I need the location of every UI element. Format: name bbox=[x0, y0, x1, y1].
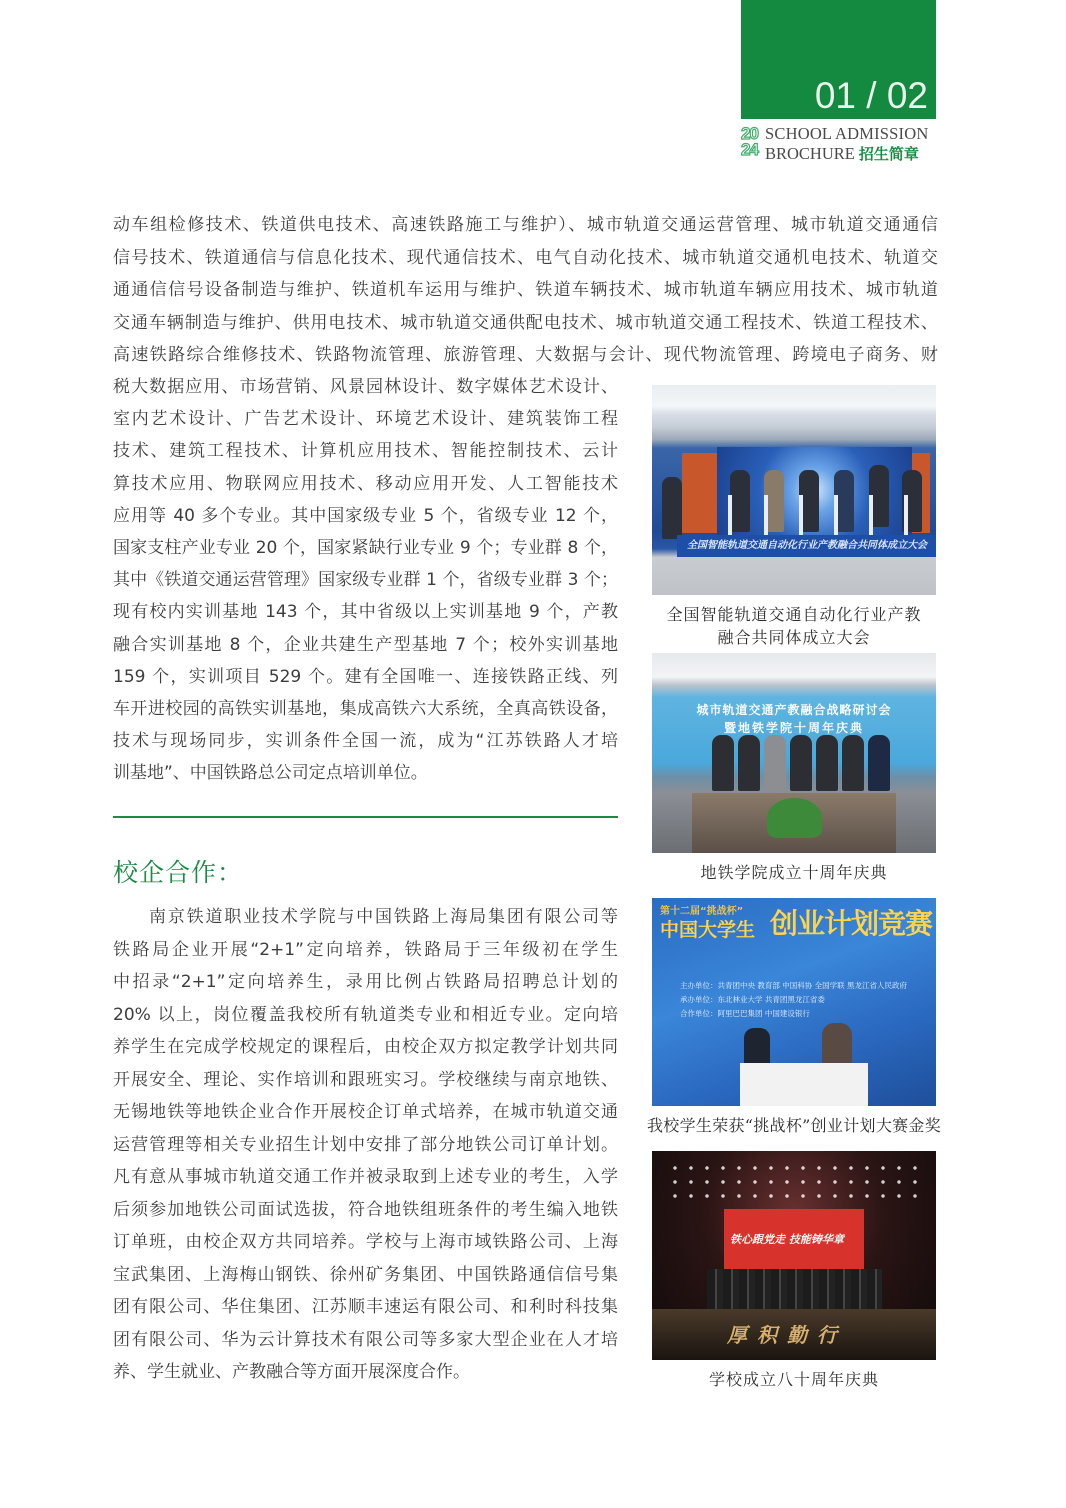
text-line: 养、学生就业、产教融合等方面开展深度合作。 bbox=[113, 1362, 470, 1382]
text-line: 交通车辆制造与维护、供用电技术、城市轨道交通供配电技术、城市轨道交通工程技术、铁道工程技术、 bbox=[113, 312, 938, 333]
photo-banner-text: 中国大学生 bbox=[660, 919, 756, 941]
photo-detail bbox=[728, 495, 732, 537]
photo-caption bbox=[645, 603, 943, 649]
page-header-block bbox=[741, 0, 936, 119]
photo-banner-text: 城市轨道交通产教融合战略研讨会 bbox=[696, 703, 892, 717]
year-bottom: 24 bbox=[741, 140, 758, 159]
photo-80th-anniversary bbox=[652, 1151, 936, 1360]
text-line: 技术与现场同步，实训条件全国一流，成为“江苏铁路人才培 bbox=[113, 731, 618, 752]
photo-detail bbox=[799, 495, 803, 537]
text-line: 现有校内实训基地 143 个，其中省级以上实训基地 9 个，产教 bbox=[113, 602, 618, 623]
text-line: 国家支柱产业专业 20 个，国家紧缺行业专业 9 个；专业群 8 个， bbox=[113, 538, 618, 559]
caption-line: 我校学生荣获“挑战杯”创业计划大赛金奖 bbox=[646, 1116, 942, 1135]
photo-challenge-cup-award bbox=[652, 898, 936, 1106]
text-line: 税大数据应用、市场营销、风景园林设计、数字媒体艺术设计、 bbox=[113, 377, 618, 397]
photo-detail bbox=[740, 1063, 868, 1106]
text-line: 凡有意从事城市轨道交通工作并被录取到上述专业的考生，入学 bbox=[113, 1167, 618, 1187]
text-line: 动车组检修技术、铁道供电技术、高速铁路施工与维护）、城市轨道交通运营管理、城市轨道交通通信 bbox=[113, 215, 938, 235]
brand-title-cn: 招生简章 bbox=[858, 145, 919, 163]
text-line: 融合实训基地 8 个，企业共建生产型基地 7 个；校外实训基地 bbox=[113, 634, 618, 655]
page-number: 01 / 02 bbox=[814, 75, 928, 116]
text-line: 其中《铁道交通运营管理》国家级专业群 1 个，省级专业群 3 个； bbox=[113, 570, 618, 591]
text-line: 中招录“2+1”定向培养生，录用比例占铁路局招聘总计划的 bbox=[113, 972, 618, 992]
text-line: 养学生在完成学校规定的课程后，由校企双方拟定教学计划共同 bbox=[113, 1037, 618, 1057]
text-line: 高速铁路综合维修技术、铁路物流管理、旅游管理、大数据与会计、现代物流管理、跨境电子商务、财 bbox=[113, 345, 938, 365]
text-line: 铁路局企业开展“2+1”定向培养，铁路局于三年级初在学生 bbox=[113, 939, 618, 960]
brochure-brand bbox=[741, 124, 941, 164]
section-divider bbox=[113, 816, 618, 818]
text-line: 训基地”、中国铁路总公司定点培训单位。 bbox=[113, 763, 428, 784]
text-line: 团有限公司、华为云计算技术有限公司等多家大型企业在人才培 bbox=[113, 1329, 618, 1350]
photo-detail bbox=[707, 1269, 882, 1309]
photo-caption bbox=[645, 861, 943, 884]
photo-detail bbox=[764, 735, 786, 791]
photo-detail bbox=[869, 495, 873, 537]
text-line: 技术、建筑工程技术、计算机应用技术、智能控制技术、云计 bbox=[113, 441, 618, 462]
text-line: 车开进校园的高铁实训基地，集成高铁六大系统，全真高铁设备， bbox=[113, 699, 618, 720]
photo-detail bbox=[712, 735, 734, 791]
photo-detail bbox=[868, 735, 890, 791]
photo-metro-college-anniversary bbox=[652, 653, 936, 853]
year-logo-icon bbox=[741, 126, 763, 162]
text-line: 运营管理等相关专业招生计划中安排了部分地铁公司订单计划。 bbox=[113, 1134, 618, 1155]
text-line: 159 个，实训项目 529 个。建有全国唯一、连接铁路正线、列 bbox=[113, 666, 618, 687]
photo-detail bbox=[834, 495, 838, 537]
photo-banner-text: 承办单位：东北林业大学 共青团黑龙江省委 bbox=[680, 995, 825, 1004]
brand-title-en: BROCHURE bbox=[765, 144, 855, 163]
text-line: 后须参加地铁公司面试选拔，符合地铁组班条件的考生编入地铁 bbox=[113, 1199, 618, 1220]
text-line: 应用等 40 多个专业。其中国家级专业 5 个，省级专业 12 个， bbox=[113, 505, 618, 526]
photo-detail bbox=[842, 735, 864, 791]
photo-detail bbox=[667, 1161, 921, 1201]
section-title-cooperation: 校企合作： bbox=[113, 858, 244, 887]
photo-banner-text: 第十二届“挑战杯” bbox=[660, 906, 744, 917]
text-line: 20% 以上，岗位覆盖我校所有轨道类专业和相近专业。定向培 bbox=[113, 1004, 618, 1025]
photo-banner-text: 铁心跟党走 技能铸华章 bbox=[730, 1233, 844, 1246]
photo-detail bbox=[764, 495, 768, 537]
photo-detail bbox=[816, 735, 838, 791]
majors-paragraph-column bbox=[113, 371, 618, 790]
text-line: 室内艺术设计、广告艺术设计、环境艺术设计、建筑装饰工程 bbox=[113, 409, 618, 430]
brand-title-line1: SCHOOL ADMISSION bbox=[765, 124, 929, 143]
text-line: 开展安全、理论、实作培训和跟班实习。学校继续与南京地铁、 bbox=[113, 1069, 618, 1090]
text-line: 订单班，由校企双方共同培养。学校与上海市域铁路公司、上海 bbox=[113, 1232, 618, 1252]
photo-caption bbox=[645, 1368, 943, 1391]
photo-detail bbox=[738, 735, 760, 791]
text-line: 南京铁道职业技术学院与中国铁路上海局集团有限公司等 bbox=[149, 907, 618, 927]
photo-detail bbox=[904, 495, 908, 537]
photo-banner-text: 创业计划竞赛 bbox=[770, 907, 933, 940]
photo-detail bbox=[682, 453, 722, 533]
text-line: 算技术应用、物联网应用技术、移动应用开发、人工智能技术 bbox=[113, 473, 618, 494]
photo-banner-text: 合作单位：阿里巴巴集团 中国建设银行 bbox=[680, 1009, 810, 1018]
photo-detail bbox=[730, 470, 750, 532]
caption-line: 全国智能轨道交通自动化行业产教 bbox=[666, 605, 922, 624]
caption-line: 学校成立八十周年庆典 bbox=[708, 1370, 879, 1389]
photo-caption bbox=[645, 1114, 943, 1137]
year-top: 20 bbox=[741, 124, 758, 143]
photo-detail bbox=[790, 735, 812, 791]
text-line: 团有限公司、华住集团、江苏顺丰速运有限公司、和利时科技集 bbox=[113, 1297, 618, 1317]
photo-banner-text: 全国智能轨道交通自动化行业产教融合共同体成立大会 bbox=[677, 535, 936, 557]
photo-detail bbox=[767, 798, 822, 838]
text-line: 宝武集团、上海梅山钢铁、徐州矿务集团、中国铁路通信信号集 bbox=[113, 1264, 618, 1285]
photo-banner-text: 主办单位：共青团中央 教育部 中国科协 全国学联 黑龙江省人民政府 bbox=[680, 981, 908, 990]
photo-launch-ceremony bbox=[652, 385, 936, 595]
text-line: 无锡地铁等地铁企业合作开展校企订单式培养，在城市轨道交通 bbox=[113, 1102, 618, 1122]
text-line: 信号技术、铁道通信与信息化技术、现代通信技术、电气自动化技术、城市轨道交通机电技术、轨道交 bbox=[113, 247, 938, 268]
caption-line: 融合共同体成立大会 bbox=[717, 628, 871, 647]
photo-banner-text: 暨地铁学院十周年庆典 bbox=[723, 721, 864, 735]
caption-line: 地铁学院成立十周年庆典 bbox=[700, 863, 888, 882]
cooperation-paragraph bbox=[113, 901, 618, 1389]
majors-paragraph-full bbox=[113, 209, 938, 372]
photo-detail bbox=[662, 477, 682, 539]
text-line: 通通信信号设备制造与维护、铁道机车运用与维护、铁道车辆技术、城市轨道车辆应用技术、城市轨道 bbox=[113, 280, 938, 300]
brand-title-line2 bbox=[765, 143, 919, 164]
photo-banner-text: 厚积勤行 bbox=[727, 1323, 847, 1347]
